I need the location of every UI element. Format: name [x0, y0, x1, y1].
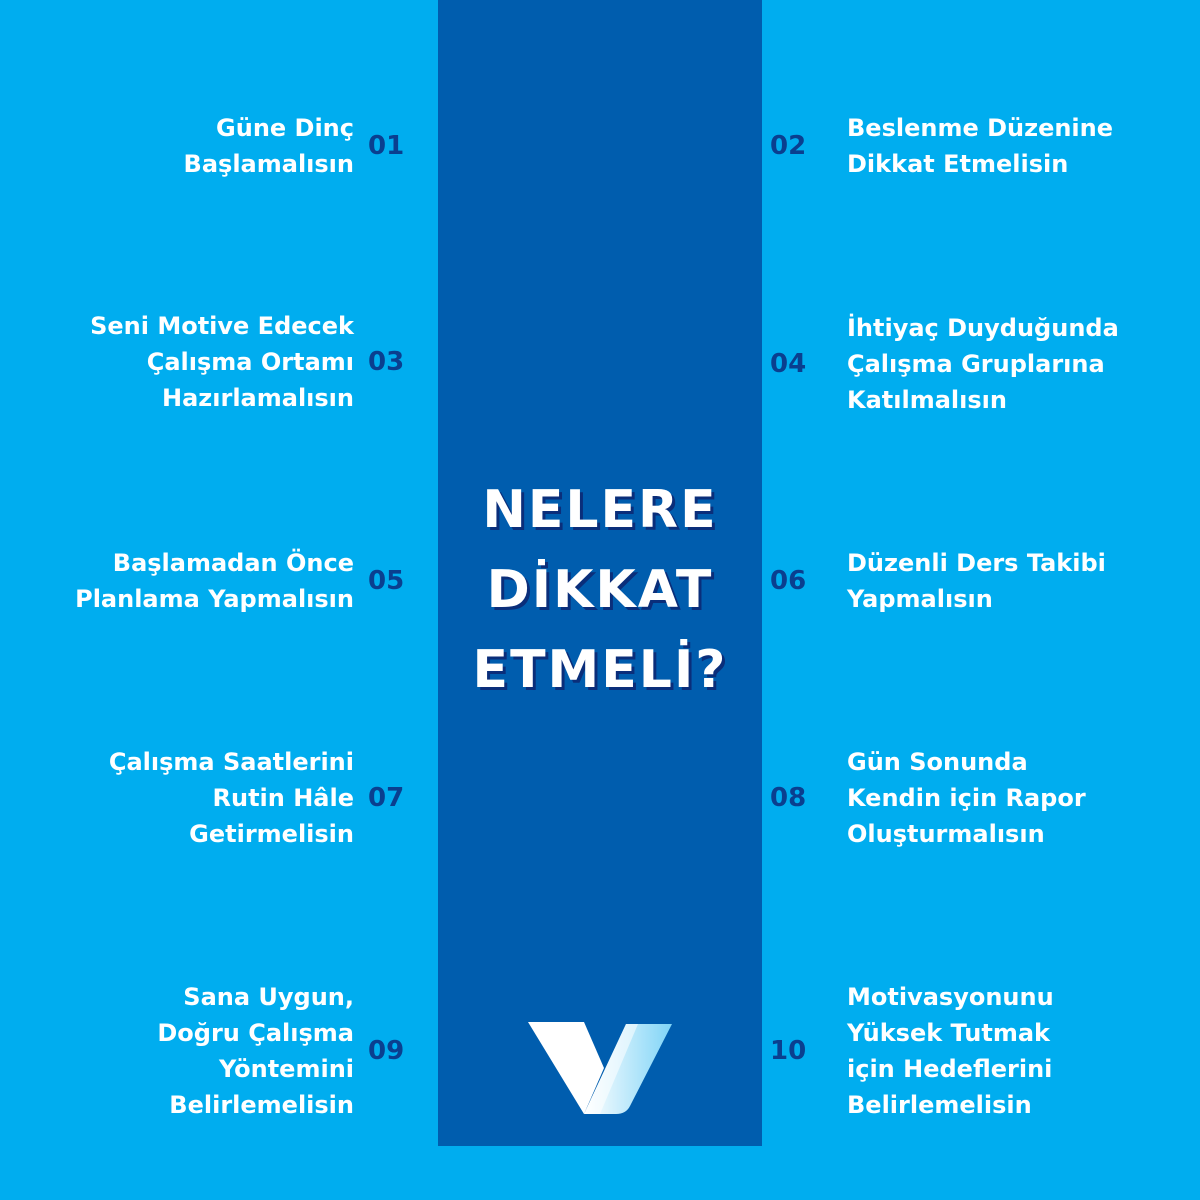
tip-text-line: Yüksek Tutmak — [847, 1019, 1051, 1047]
tip-item-07 — [0, 744, 430, 852]
tip-text-line: Sana Uygun, — [183, 983, 354, 1011]
headline-line-2: DİKKAT — [486, 560, 714, 620]
tip-text-line: Dikkat Etmelisin — [847, 150, 1069, 178]
tip-text-line: Motivasyonunu — [847, 983, 1054, 1011]
tip-text-line: Katılmalısın — [847, 386, 1007, 414]
tip-text-line: İhtiyaç Duyduğunda — [847, 314, 1119, 342]
tip-text — [90, 308, 354, 416]
tip-text — [847, 744, 1086, 852]
tip-item-06 — [770, 545, 1200, 617]
tip-text-line: Düzenli Ders Takibi — [847, 549, 1106, 577]
tip-text-line: Planlama Yapmalısın — [75, 585, 354, 613]
tip-number: 10 — [770, 1036, 807, 1066]
tip-text-line: Getirmelisin — [189, 820, 354, 848]
tip-text — [109, 744, 354, 852]
tip-item-01 — [0, 110, 430, 182]
tip-number: 08 — [770, 783, 807, 813]
tip-text-line: Güne Dinç — [216, 114, 354, 142]
tip-text-line: Oluşturmalısın — [847, 820, 1045, 848]
tip-number: 07 — [368, 783, 405, 813]
tip-text-line: Yöntemini — [218, 1055, 354, 1083]
tip-number: 02 — [770, 131, 807, 161]
tip-text-line: Hazırlamalısın — [162, 384, 354, 412]
tip-text-line: Yapmalısın — [847, 585, 993, 613]
tip-number: 09 — [368, 1036, 405, 1066]
tip-item-02 — [770, 110, 1200, 182]
tip-item-09 — [0, 979, 430, 1123]
tip-item-05 — [0, 545, 430, 617]
tip-text — [157, 979, 354, 1123]
headline-line-3: ETMELİ? — [472, 640, 728, 700]
tip-text — [847, 310, 1119, 418]
tip-text-line: Çalışma Ortamı — [146, 348, 354, 376]
tip-item-08 — [770, 744, 1200, 852]
tip-number: 03 — [368, 347, 405, 377]
v-check-logo-icon — [522, 1016, 678, 1120]
tip-text-line: Gün Sonunda — [847, 748, 1028, 776]
tip-number: 05 — [368, 566, 405, 596]
tip-text-line: için Hedeflerini — [847, 1055, 1053, 1083]
tip-item-03 — [0, 308, 430, 416]
tip-item-04 — [770, 310, 1200, 418]
tip-text — [75, 545, 354, 617]
tip-text-line: Çalışma Gruplarına — [847, 350, 1105, 378]
headline-line-1: NELERE — [482, 480, 718, 540]
tip-item-10 — [770, 979, 1200, 1123]
tip-text-line: Belirlemelisin — [847, 1091, 1032, 1119]
tip-text — [184, 110, 354, 182]
tip-text-line: Rutin Hâle — [212, 784, 354, 812]
tip-text-line: Seni Motive Edecek — [90, 312, 354, 340]
tip-text-line: Doğru Çalışma — [157, 1019, 354, 1047]
tip-text-line: Başlamalısın — [183, 150, 354, 178]
tip-text-line: Beslenme Düzenine — [847, 114, 1114, 142]
headline — [438, 470, 762, 710]
tip-number: 01 — [368, 131, 405, 161]
tip-number: 06 — [770, 566, 807, 596]
tip-text — [847, 545, 1106, 617]
tip-number: 04 — [770, 349, 807, 379]
tip-text — [847, 110, 1113, 182]
tip-text — [847, 979, 1054, 1123]
tip-text-line: Çalışma Saatlerini — [108, 748, 354, 776]
tip-text-line: Kendin için Rapor — [847, 784, 1086, 812]
tip-text-line: Belirlemelisin — [169, 1091, 354, 1119]
tip-text-line: Başlamadan Önce — [112, 549, 354, 577]
